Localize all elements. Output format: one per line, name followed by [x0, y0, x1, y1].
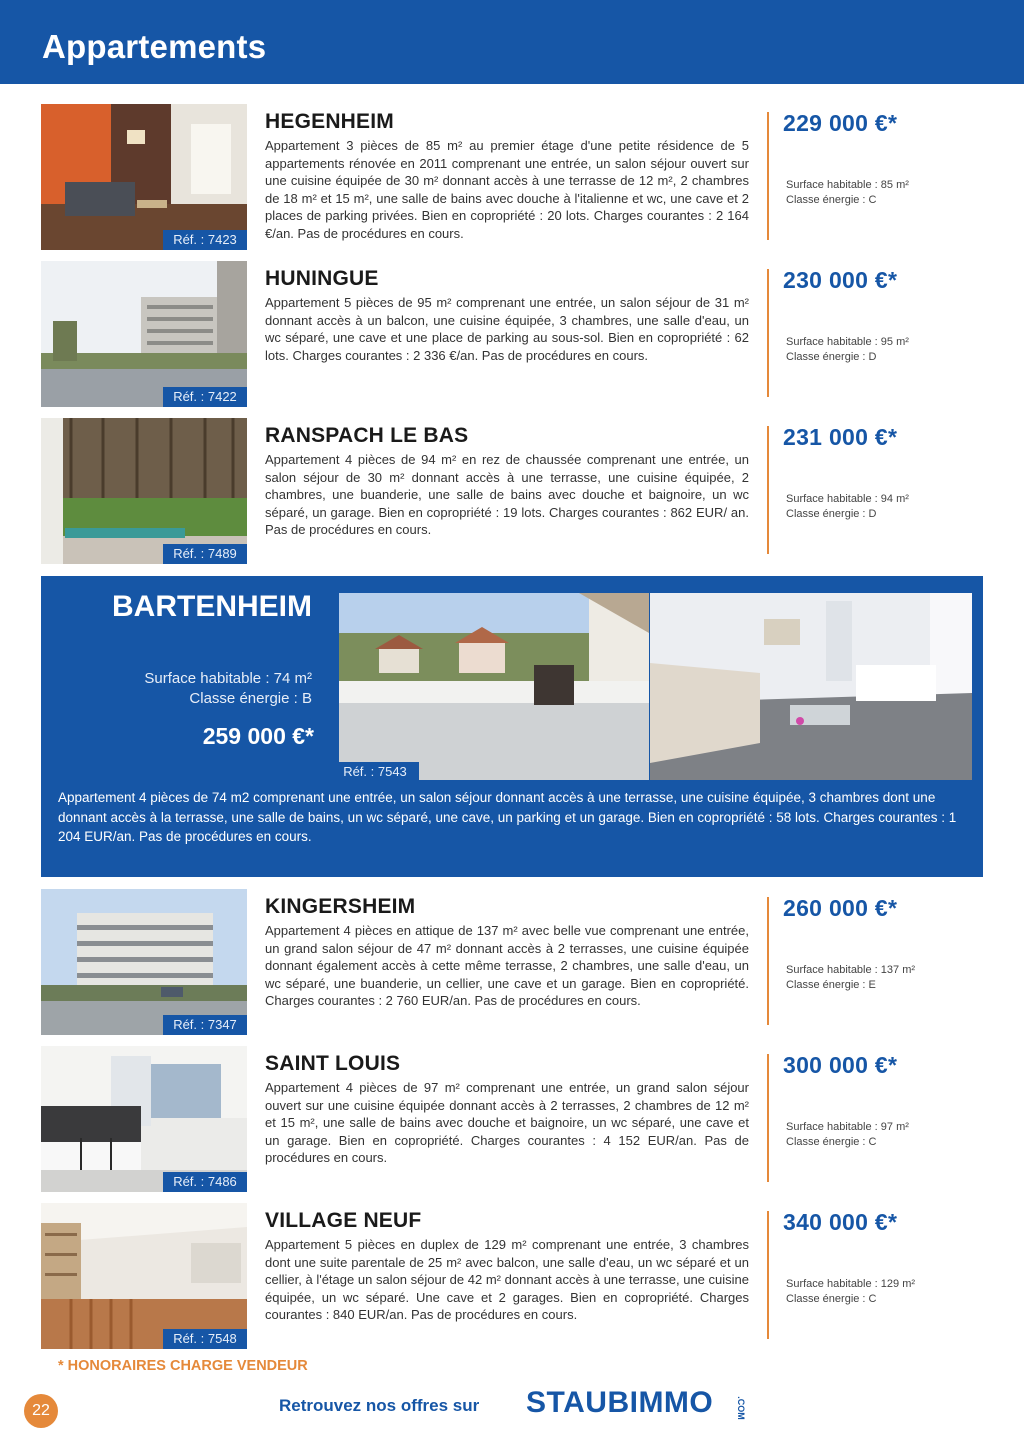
- listing-city: KINGERSHEIM: [265, 895, 416, 918]
- listing-photo[interactable]: [41, 889, 247, 1035]
- price-column: [767, 1054, 977, 1182]
- brand-com-text: .COM: [736, 1396, 746, 1420]
- energy-class-label: Classe énergie : D: [786, 351, 877, 363]
- listing-card[interactable]: [41, 261, 983, 407]
- listing-card[interactable]: [41, 418, 983, 564]
- featured-photo-living-room[interactable]: [650, 593, 972, 780]
- price-column: [767, 897, 977, 1025]
- listing-price: 231 000 €*: [783, 424, 898, 450]
- ref-label: Réf. : 7423: [163, 230, 247, 250]
- listing-city: HUNINGUE: [265, 267, 379, 290]
- ref-label: Réf. : 7489: [163, 544, 247, 564]
- surface-label: Surface habitable : 94 m²: [786, 493, 909, 505]
- featured-price: 259 000 €*: [202, 723, 314, 749]
- featured-specs: [41, 669, 312, 709]
- listing-description: Appartement 4 pièces en attique de 137 m² avec belle vue comprenant une entrée, un grand salon séjour de 47 m² donnant accès à 2 terrasses, une cuisine équipée donnant également accès à cette même terrasse, 2 chambres, une salle d'eau, un wc séparé, une buanderie, un cellier, une cave et un garage. Bien en copropriété. Charges courantes : 2 760 EUR/an. Pas de procédures en cours.: [265, 923, 749, 1009]
- listing-specs: [786, 963, 915, 993]
- listing-city: VILLAGE NEUF: [265, 1209, 422, 1232]
- surface-label: Surface habitable : 129 m²: [786, 1278, 916, 1290]
- listing-photo[interactable]: [41, 1203, 247, 1349]
- listing-price: 300 000 €*: [783, 1052, 898, 1078]
- surface-label: Surface habitable : 85 m²: [786, 179, 909, 191]
- listing-price: 260 000 €*: [783, 895, 898, 921]
- featured-city: BARTENHEIM: [112, 590, 312, 623]
- price-column: [767, 112, 977, 240]
- energy-class-label: Classe énergie : C: [786, 1293, 877, 1305]
- listing-price: 230 000 €*: [783, 267, 898, 293]
- ref-label: Réf. : 7486: [163, 1172, 247, 1192]
- page-title: Appartements: [42, 28, 267, 65]
- featured-description: Appartement 4 pièces de 74 m2 comprenant une entrée, un salon séjour donnant accès à une terrasse, une cuisine équipée, 3 chambres dont une donnant accès à la terrasse, une salle de bains, un wc séparé, une cave, un parking et un garage. Bien en copropriété : 58 lots. Charges courantes : 1 204 EUR/an. Pas de procédures en cours.: [58, 790, 957, 844]
- listing-card[interactable]: [41, 1203, 983, 1349]
- listing-card[interactable]: [41, 1046, 983, 1192]
- surface-label: Surface habitable : 95 m²: [786, 336, 909, 348]
- price-column: [767, 269, 977, 397]
- surface-label: Surface habitable : 137 m²: [786, 964, 916, 976]
- listing-photo[interactable]: [41, 418, 247, 564]
- listing-price: 229 000 €*: [783, 110, 898, 136]
- listing-specs: [786, 335, 909, 365]
- listing-description: Appartement 5 pièces en duplex de 129 m² comprenant une entrée, 3 chambres dont une suite parentale de 25 m² avec balcon, une salle d'eau, un wc séparé et un cellier, à l'étage un salon séjour de 42 m² donnant accès à une terrasse, une cuisine équipée, un wc séparé. Une cave et 2 garages. Bien en copropriété. Charges courantes : 840 EUR/an. Pas de procédures en cours.: [265, 1237, 749, 1323]
- ref-label: Réf. : 7422: [163, 387, 247, 407]
- price-column: [767, 1211, 977, 1339]
- featured-photo-terrace[interactable]: [339, 593, 649, 780]
- ref-label: Réf. : 7347: [163, 1015, 247, 1035]
- listing-card[interactable]: [41, 104, 983, 250]
- listing-description: Appartement 3 pièces de 85 m² au premier étage d'une petite résidence de 5 appartements rénovée en 2011 comprenant une entrée, un salon séjour ouvert sur une cuisine équipée de 30 m² donnant accès à une terrasse de 12 m², 2 chambres de 18 m² et 15 m², une salle de bains avec douche à l'italienne et wc, une cave et 2 places de parking privées. Bien en copropriété : 20 lots. Charges courantes : 2 164 €/an. Pas de procédures en cours.: [265, 138, 749, 241]
- listing-specs: [786, 1120, 909, 1150]
- energy-class-label: Classe énergie : C: [786, 194, 877, 206]
- featured-surface-label: Surface habitable : 74 m²: [144, 670, 312, 687]
- listing-description: Appartement 5 pièces de 95 m² comprenant une entrée, un salon séjour de 31 m² donnant accès à un balcon, une cuisine équipée, 3 chambres, une salle d'eau, un wc séparé, une cave et une place de parking au sous-sol. Bien en copropriété : 62 lots. Charges courantes : 2 336 €/an. Pas de procédures en cours.: [265, 295, 749, 363]
- listing-city: RANSPACH LE BAS: [265, 424, 469, 447]
- featured-listing[interactable]: [41, 576, 983, 877]
- listing-photo[interactable]: [41, 104, 247, 250]
- price-column: [767, 426, 977, 554]
- listing-photo[interactable]: [41, 261, 247, 407]
- listing-city: HEGENHEIM: [265, 110, 394, 133]
- energy-class-label: Classe énergie : D: [786, 508, 877, 520]
- listing-specs: [786, 178, 909, 208]
- listing-description: Appartement 4 pièces de 94 m² en rez de chaussée comprenant une entrée, un salon séjour de 30 m² donnant accès à une terrasse, une cuisine équipée, 2 chambres, une buanderie, une salle de bains avec douche et baignoire, un wc séparé, un garage. Bien en copropriété : 19 lots. Charges courantes : 862 EUR/ an. Pas de procédures en cours.: [265, 452, 749, 538]
- listing-card[interactable]: [41, 889, 983, 1035]
- ref-label: Réf. : 7548: [163, 1329, 247, 1349]
- listing-specs: [786, 1277, 915, 1307]
- listing-city: SAINT LOUIS: [265, 1052, 401, 1075]
- featured-energy-class-label: Classe énergie : B: [189, 690, 312, 707]
- listing-description: Appartement 4 pièces de 97 m² comprenant une entrée, un grand salon séjour ouvert sur une cuisine équipée donnant accès à 2 terrasses, 2 chambres de 12 m² et 15 m², une salle de bains avec douche et baignoire, un wc séparé, une cave et un garage. Bien en copropriété. Charges courantes : 4 152 EUR/an. Pas de procédures en cours.: [265, 1080, 749, 1166]
- energy-class-label: Classe énergie : C: [786, 1136, 877, 1148]
- listing-price: 340 000 €*: [783, 1209, 898, 1235]
- brand-logo[interactable]: STAUBIMMO: [526, 1386, 714, 1419]
- ref-label: Réf. : 7543: [331, 762, 419, 782]
- listing-specs: [786, 492, 909, 522]
- footer-tagline: Retrouvez nos offres sur: [279, 1396, 480, 1415]
- page-number: 22: [24, 1394, 58, 1428]
- surface-label: Surface habitable : 97 m²: [786, 1121, 909, 1133]
- energy-class-label: Classe énergie : E: [786, 979, 876, 991]
- fee-footnote: * HONORAIRES CHARGE VENDEUR: [58, 1358, 308, 1374]
- page-header: [0, 0, 1024, 84]
- listing-photo[interactable]: [41, 1046, 247, 1192]
- brand-domain-suffix: [732, 1391, 744, 1425]
